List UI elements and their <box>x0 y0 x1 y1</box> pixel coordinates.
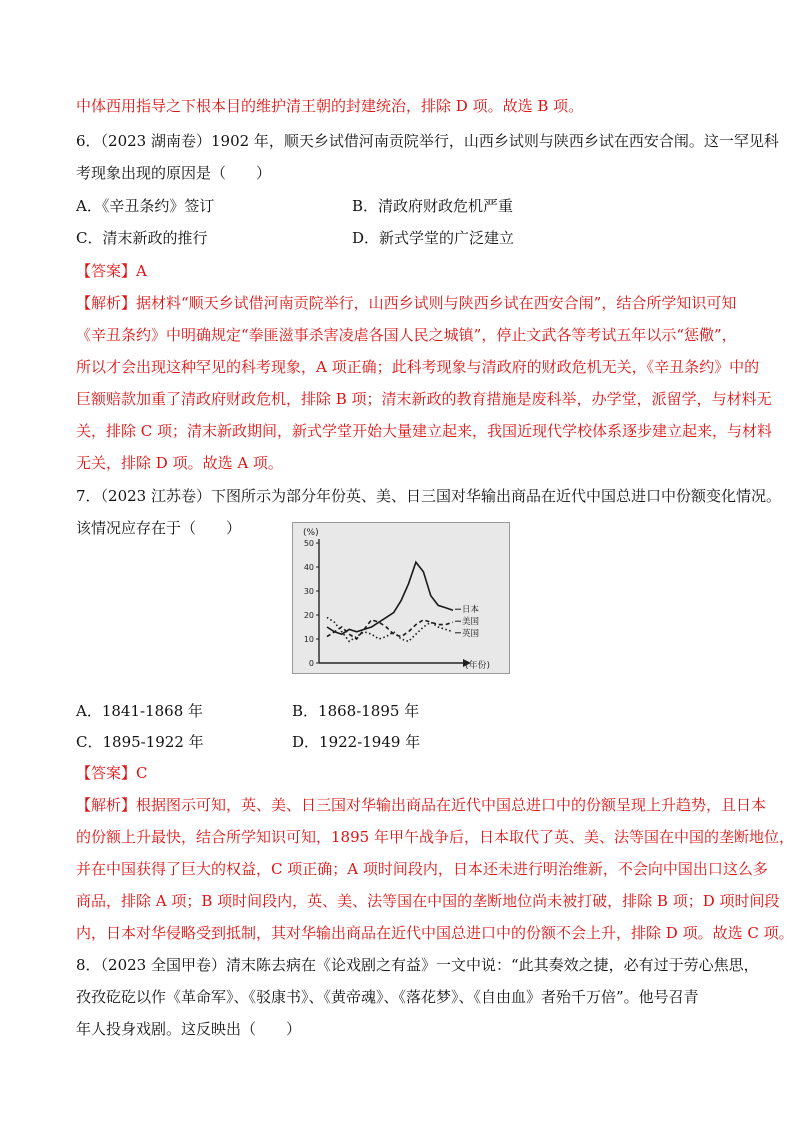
q7-option-d: D．1922-1949 年 <box>292 733 421 751</box>
legend-label: 日本 <box>462 605 480 616</box>
q6-option-d: D．新式学堂的广泛建立 <box>352 229 515 247</box>
series-layer <box>327 562 453 641</box>
q7-stem-line2: 该情况应存在于（ ） <box>76 519 242 537</box>
prev-analysis-tail: 中体西用指导之下根本目的维护清王朝的封建统治，排除 D 项。故选 B 项。 <box>76 97 584 115</box>
y-tick-label: 0 <box>308 659 314 668</box>
q8-stem-line3: 年人投身戏剧。这反映出（ ） <box>76 1020 302 1038</box>
q6-option-c: C．清末新政的推行 <box>76 229 208 247</box>
q7-analysis-line3: 并在中国获得了巨大的权益，C 项正确；A 项时间段内，日本还未进行明治维新，不会向中国出口这么多 <box>76 860 768 878</box>
q7-analysis-line1: 【解析】根据图示可知，英、美、日三国对华输出商品在近代中国总进口中的份额呈现上升趋势，且日本 <box>76 796 767 814</box>
q6-analysis-line2: 《辛丑条约》中明确规定“拳匪滋事杀害凌虐各国人民之城镇”，停止文武各等考试五年以示“惩儆”， <box>76 326 737 344</box>
q8-stem-line2: 孜孜矻矻以作《革命军》、《驳康书》、《黄帝魂》、《落花梦》、《自由血》者殆千万倍”。他号召青 <box>76 988 699 1006</box>
y-axis-ticks <box>304 539 319 668</box>
q7-analysis-line2: 的份额上升最快，结合所学知识可知，1895 年甲午战争后，日本取代了英、美、法等国在中国的垄断地位， <box>76 828 794 846</box>
q8-stem-line1: 8．（2023 全国甲卷）清末陈去病在《论戏剧之有益》一文中说：“此其奏效之捷，必有过于劳心焦思， <box>76 956 759 974</box>
q6-answer: 【答案】A <box>76 262 147 280</box>
q6-option-b: B．清政府财政危机严重 <box>352 197 514 215</box>
series-line-1 <box>327 620 453 639</box>
y-tick-label: 10 <box>303 635 314 644</box>
q6-analysis-line5: 关，排除 C 项；清末新政期间，新式学堂开始大量建立起来，我国近现代学校体系逐步建立起来，与材料 <box>76 422 773 440</box>
y-tick-label: 30 <box>303 587 314 596</box>
y-tick-label: 40 <box>303 563 314 572</box>
q7-option-a: A．1841-1868 年 <box>76 702 204 720</box>
q7-stem-line1: 7．（2023 江苏卷）下图所示为部分年份英、美、日三国对华输出商品在近代中国总进口中份额变化情况。 <box>76 487 781 505</box>
q6-option-a: A．《辛丑条约》签订 <box>76 197 215 215</box>
q6-analysis-line3: 所以才会出现这种罕见的科考现象，A 项正确；此科考现象与清政府的财政危机无关，《辛丑条约》中的 <box>76 358 760 376</box>
q7-option-c: C．1895-1922 年 <box>76 733 204 751</box>
q7-analysis-line5: 内，日本对华侵略受到抵制，其对华输出商品在近代中国总进口中的份额不会上升，排除 D 项。故选 C 项。 <box>76 924 794 942</box>
chart-ylabel: (%) <box>303 528 319 538</box>
q7-option-b: B．1868-1895 年 <box>292 702 420 720</box>
q6-analysis-line4: 巨额赔款加重了清政府财政危机，排除 B 项；清末新政的教育措施是废科举，办学堂，派留学，与材料无 <box>76 390 772 408</box>
y-tick-label: 20 <box>303 611 314 620</box>
legend-label: 美国 <box>462 617 480 628</box>
chart-xlabel: (年份) <box>465 661 491 671</box>
legend-label: 英国 <box>462 628 480 639</box>
y-tick-label: 50 <box>303 539 314 548</box>
q6-analysis-line1: 【解析】据材料“顺天乡试借河南贡院举行，山西乡试则与陕西乡试在西安合闱”，结合所学知识可知 <box>76 294 737 312</box>
series-line-2 <box>327 617 453 641</box>
q7-analysis-line4: 商品，排除 A 项；B 项时间段内，英、美、法等国在中国的垄断地位尚未被打破，排除 B 项；D 项时间段 <box>76 892 780 910</box>
chart-svg <box>293 523 509 673</box>
q6-analysis-line6: 无关，排除 D 项。故选 A 项。 <box>76 454 283 472</box>
q6-stem-line2: 考现象出现的原因是（ ） <box>76 164 272 182</box>
legend-layer <box>455 604 480 639</box>
q7-line-chart <box>292 522 510 674</box>
q7-answer: 【答案】C <box>76 764 148 782</box>
q6-stem-line1: 6．（2023 湖南卷）1902 年，顺天乡试借河南贡院举行，山西乡试则与陕西乡试在西安合闱。这一罕见科 <box>76 132 779 150</box>
